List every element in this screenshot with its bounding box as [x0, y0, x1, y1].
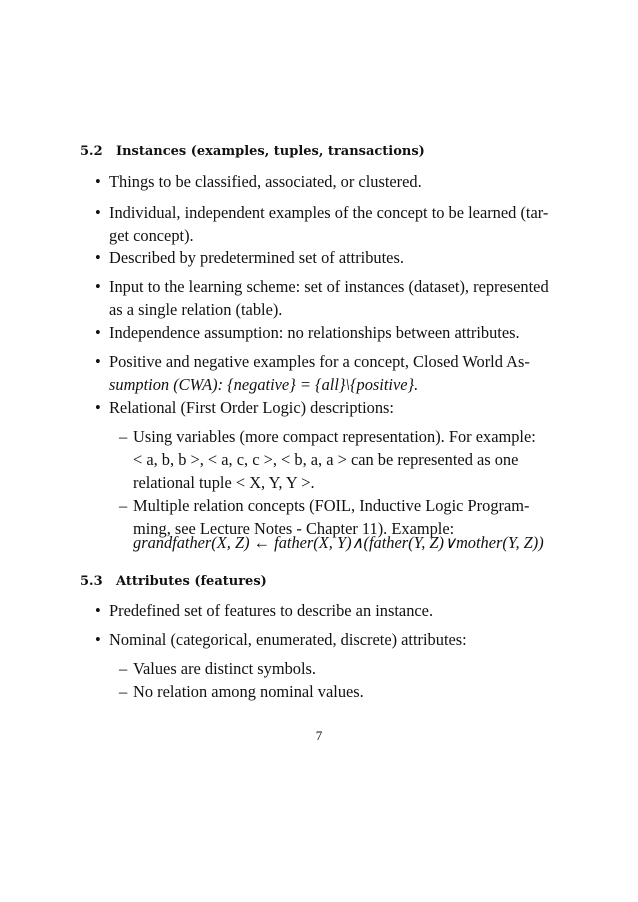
bullet-icon: •	[95, 398, 101, 417]
bullet-icon: •	[95, 323, 101, 342]
bullet-icon: •	[95, 352, 101, 371]
page-number: 7	[315, 728, 323, 743]
bullet-text: Input to the learning scheme: set of instances (dataset), represented	[109, 277, 549, 296]
section-title: Attributes (features)	[116, 574, 267, 589]
bullet-item	[95, 628, 555, 651]
section-number: 5.3	[80, 574, 103, 589]
bullet-text: Things to be classified, associated, or clustered.	[109, 172, 422, 191]
bullet-text-cont: sumption (CWA): {negative} = {all}\{positive}.	[109, 375, 419, 394]
sub-item-text: Multiple relation concepts (FOIL, Inductive Logic Program-	[133, 496, 530, 515]
bullet-text: Individual, independent examples of the concept to be learned (tar-	[109, 203, 549, 222]
sub-item-text-cont: relational tuple < X, Y, Y >.	[133, 473, 315, 492]
bullet-icon: •	[95, 172, 101, 191]
dash-icon: –	[119, 659, 128, 678]
dash-icon: –	[119, 682, 128, 701]
bullet-icon: •	[95, 203, 101, 222]
bullet-item	[95, 246, 555, 269]
bullet-text: Relational (First Order Logic) descriptions:	[109, 398, 394, 417]
section-heading-5-2	[80, 144, 425, 159]
sub-item-text: No relation among nominal values.	[133, 682, 364, 701]
bullet-item	[95, 275, 555, 321]
bullet-text: Positive and negative examples for a concept, Closed World As-	[109, 352, 530, 371]
dash-icon: –	[119, 496, 128, 515]
sub-item-text-cont: < a, b, b >, < a, c, c >, < b, a, a > can be represented as one	[133, 450, 519, 469]
sub-item-text: Values are distinct symbols.	[133, 659, 317, 678]
section-number: 5.2	[80, 144, 103, 159]
bullet-text-cont: get concept).	[109, 226, 194, 245]
bullet-item	[95, 201, 555, 247]
bullet-item	[95, 396, 555, 419]
bullet-item	[95, 170, 555, 193]
dash-icon: –	[119, 427, 128, 446]
bullet-text-cont: as a single relation (table).	[109, 300, 283, 319]
bullet-icon: •	[95, 248, 101, 267]
sub-item-text-cont: ming, see Lecture Notes - Chapter 11). Example:	[133, 519, 455, 538]
bullet-item	[95, 599, 555, 622]
bullet-icon: •	[95, 601, 101, 620]
sub-item-text: Using variables (more compact representation). For example:	[133, 427, 536, 446]
bullet-icon: •	[95, 630, 101, 649]
bullet-item	[95, 350, 555, 396]
sub-item	[119, 680, 567, 703]
bullet-icon: •	[95, 277, 101, 296]
formula: grandfather(X, Z) ← father(X, Y)∧(father(Y, Z)∨mother(Y, Z))	[133, 533, 544, 552]
bullet-item	[95, 321, 555, 344]
bullet-text: Predefined set of features to describe an instance.	[109, 601, 434, 620]
bullet-text: Nominal (categorical, enumerated, discrete) attributes:	[109, 630, 467, 649]
section-title: Instances (examples, tuples, transactions)	[116, 144, 425, 159]
section-heading-5-3	[80, 574, 267, 589]
sub-item	[119, 657, 567, 680]
sub-item	[119, 425, 567, 494]
bullet-text: Described by predetermined set of attributes.	[109, 248, 404, 267]
bullet-text: Independence assumption: no relationships between attributes.	[109, 323, 520, 342]
